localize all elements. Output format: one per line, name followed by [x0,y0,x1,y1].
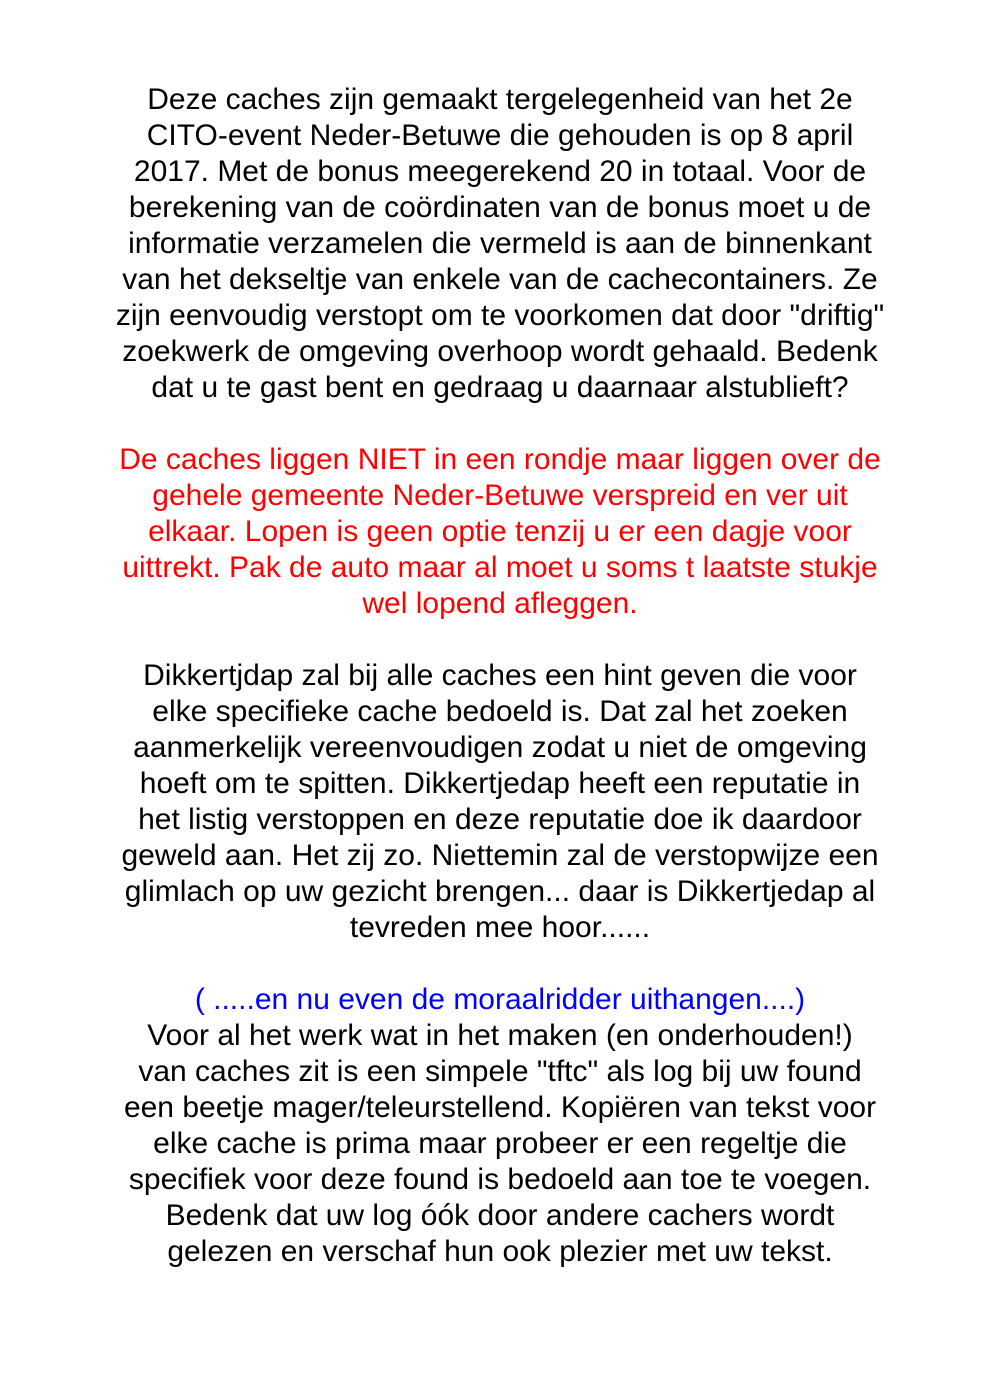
intro-line: dat u te gast bent en gedraag u daarnaar alstublieft? [151,371,849,404]
intro-line: zoekwerk de omgeving overhoop wordt gehaald. Bedenk [122,335,878,368]
moral-line: elke cache is prima maar probeer er een regeltje die [153,1127,847,1160]
hints-line: tevreden mee hoor...... [349,911,651,944]
hints-line: het listig verstoppen en deze reputatie doe ik daardoor [138,803,862,836]
intro-line: 2017. Met de bonus meegerekend 20 in totaal. Voor de [133,155,867,188]
hints-line: aanmerkelijk vereenvoudigen zodat u niet de omgeving [133,731,867,764]
moral-line: gelezen en verschaf hun ook plezier met uw tekst. [167,1235,833,1268]
hints-line: Dikkertjdap zal bij alle caches een hint geven die voor [143,659,857,692]
warning-paragraph [30,442,970,622]
intro-line: informatie verzamelen die vermeld is aan de binnenkant [128,227,872,260]
warning-line: wel lopend afleggen. [362,587,638,620]
moral-paragraph [30,982,970,1270]
hints-line: hoeft om te spitten. Dikkertjedap heeft een reputatie in [139,767,861,800]
intro-line: zijn eenvoudig verstopt om te voorkomen dat door "driftig" [115,299,885,332]
moral-line: van caches zit is een simpele "tftc" als log bij uw found [138,1055,862,1088]
warning-line: De caches liggen NIET in een rondje maar liggen over de [119,443,881,476]
moral-line: een beetje mager/teleurstellend. Kopiëren van tekst voor [123,1091,877,1124]
hints-paragraph [30,658,970,946]
hints-line: glimlach op uw gezicht brengen... daar is Dikkertjedap al [124,875,876,908]
moral-line: Voor al het werk wat in het maken (en onderhouden!) [147,1019,853,1052]
warning-line: uittrekt. Pak de auto maar al moet u soms t laatste stukje [122,551,878,584]
intro-paragraph [30,82,970,406]
intro-line: Deze caches zijn gemaakt tergelegenheid van het 2e [147,83,853,116]
intro-line: berekening van de coördinaten van de bonus moet u de [128,191,872,224]
intro-line: van het dekseltje van enkele van de cachecontainers. Ze [122,263,878,296]
moral-line: specifiek voor deze found is bedoeld aan toe te voegen. [128,1163,872,1196]
warning-line: elkaar. Lopen is geen optie tenzij u er een dagje voor [148,515,852,548]
document-body [30,82,970,1270]
hints-line: geweld aan. Het zij zo. Niettemin zal de verstopwijze een [121,839,879,872]
intro-line: CITO-event Neder-Betuwe die gehouden is op 8 april [146,119,854,152]
moral-aside: ( .....en nu even de moraalridder uithangen....) [194,983,806,1016]
warning-line: gehele gemeente Neder-Betuwe verspreid en ver uit [152,479,848,512]
hints-line: elke specifieke cache bedoeld is. Dat zal het zoeken [152,695,848,728]
moral-line: Bedenk dat uw log óók door andere cachers wordt [165,1199,835,1232]
